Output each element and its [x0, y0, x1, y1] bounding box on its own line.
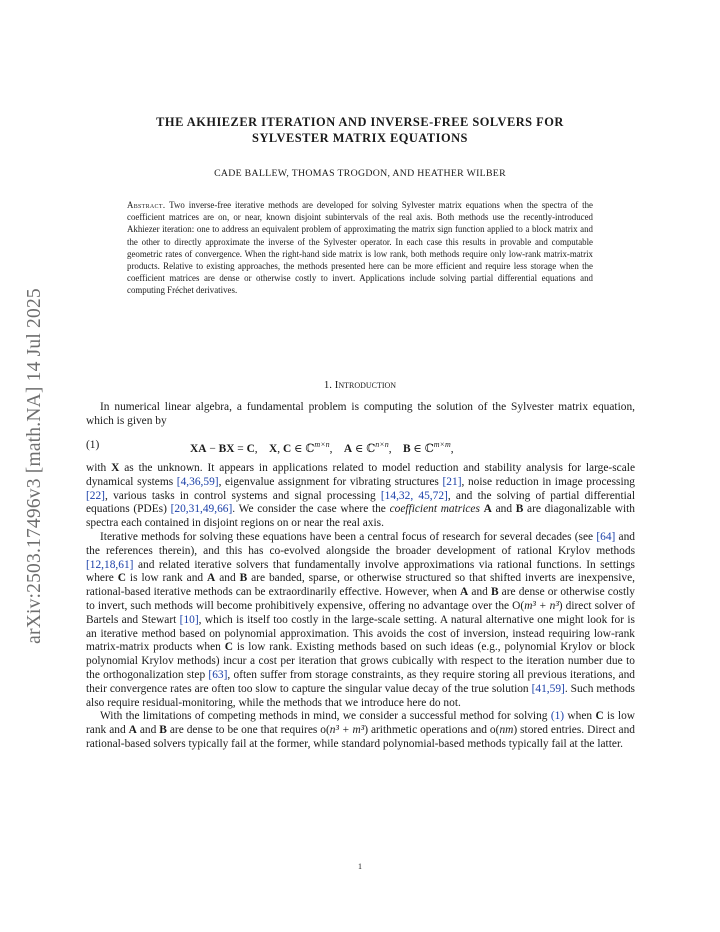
citation-link[interactable]: [21]: [442, 475, 462, 488]
paper-title: [100, 114, 620, 146]
page-number: 1: [358, 862, 362, 871]
title-line-1: THE AKHIEZER ITERATION AND INVERSE-FREE SOLVERS FOR: [156, 115, 564, 129]
intro-paragraph-1: In numerical linear algebra, a fundamental problem is computing the solution of the Sylvester matrix equation, which is given by: [86, 401, 635, 427]
arxiv-identifier-stamp: arXiv:2503.17496v3 [math.NA] 14 Jul 2025: [24, 288, 45, 644]
abstract-label: Abstract.: [127, 200, 166, 210]
equation-number: (1): [86, 439, 100, 451]
section-title: Introduction: [334, 379, 397, 391]
citation-link[interactable]: [22]: [86, 489, 105, 502]
title-line-2: SYLVESTER MATRIX EQUATIONS: [252, 131, 468, 145]
citation-link[interactable]: [14,32, 45,72]: [380, 489, 448, 502]
citation-link[interactable]: [12,18,61]: [86, 558, 134, 571]
equation-reference-link[interactable]: (1): [550, 710, 565, 723]
citation-link[interactable]: [41,59]: [531, 682, 565, 695]
abstract-text: Two inverse-free iterative methods are developed for solving Sylvester matrix equations when the spectra of the coefficient matrices are on, or near, known disjoint subintervals of the real axis. Both methods use the recently-introduced Akhiezer iteration: one to address an equivalent problem of approximating the matrix sign function applied to a block matrix and the other to directly approximate the inverse of the Sylvester operator. In each case this results in provable and computable geometric rates of convergence. When the right-hand side matrix is low rank, both methods require only low-rank matrix-matrix products. Relative to existing approaches, the methods presented here can be more efficient and require less storage when the coefficient matrices are dense or otherwise costly to invert. Applications include solving partial differential equations and computing Fréchet derivatives.: [127, 200, 593, 296]
intro-paragraph-2: Iterative methods for solving these equations have been a central focus of research for several decades (see [64] and the references therein), and this has co-evolved alongside the broader development of rational Krylov methods [12,18,61] and related iterative solvers that fundamentally involve approximations via rational functions. In settings where C is low rank and A and B are banded, sparse, or otherwise structured so that shifted inverts are inexpensive, rational-based iterative methods can be extraordinarily effective. However, when A and B are dense or otherwise costly to invert, such methods will become prohibitively expensive, offering no advantage over the O(m³ + n³) direct solver of Bartels and Stewart [10], which is itself too costly in the large-scale setting. A natural alternative one might look for is an iterative method based on polynomial approximation. This avoids the cost of inversion, instead requiring low-rank matrix-matrix products when C is low rank. Existing methods based on such ideas (e.g., polynomial Krylov or block polynomial Krylov methods) incur a cost per iteration that grows cubically with respect to the iteration number due to the orthogonalization step [63], often suffer from storage constraints, as they require storing all previous iterations, and their convergence rates are often too slow to capture the singular value decay of the true solution [41,59]. Such methods also require residual-monitoring, while the methods that we introduce here do not.: [86, 530, 636, 709]
equation-body: XA − BX = C, X, C ∈ ℂ$^{m\times n}$, A ∈ ℂ$^{n\times n}$, B ∈ ℂ$^{m\times m}$,: [190, 440, 454, 455]
citation-link[interactable]: [64]: [596, 530, 616, 543]
citation-link[interactable]: [63]: [208, 668, 228, 681]
intro-paragraph-1-continued: with X as the unknown. It appears in applications related to model reduction and stability analysis for large-scale dynamical systems [4,36,59], eigenvalue assignment for vibrating structures [21], noise reduction in image processing [22], various tasks in control systems and signal processing [14,32, 45,72], and the solving of partial differential equations (PDEs) [20,31,49,66]. We consider the case where the coefficient matrices A and B are diagonalizable with spectra each contained in disjoint regions on or near the real axis. Iterative methods for solving these equations have been a central focus of research for several decades (see [64] and the references therein), and this has co-evolved alongside the broader development of rational Krylov methods [12,18,61] and related iterative solvers that fundamentally involve approximations via rational functions. In settings where C is low rank and A and B are banded, sparse, or otherwise structured so that shifted inverts are inexpensive, rational-based iterative methods can be extraordinarily effective. However, when A and B are dense or otherwise costly to invert, such methods will become prohibitively expensive, offering no advantage over the O(m³ + n³) direct solver of Bartels and Stewart [10], which is itself too costly in the large-scale setting. A natural alternative one might look for is an iterative method based on polynomial approximation. This avoids the cost of inversion, instead requiring low-rank matrix-matrix products when C is low rank. Existing methods based on such ideas (e.g., polynomial Krylov or block polynomial Krylov methods) incur a cost per iteration that grows cubically with respect to the iteration number due to the orthogonalization step [63], often suffer from storage constraints, as they require storing all previous iterations, and their convergence rates are often too slow to capture the singular value decay of the true solution [41,59]. Such methods also require residual-monitoring, while the methods that we introduce here do not. With the limitations of competing methods in mind, we consider a successful method for solving (1) when C is low rank and A and B are dense to be one that requires o(n³ + m³) arithmetic operations and o(nm) stored entries. Direct and rational-based solvers typically fail at the former, while standard polynomial-based methods typically fail at the latter.: [86, 462, 636, 750]
abstract: [127, 199, 593, 297]
citation-link[interactable]: [10]: [179, 613, 199, 626]
intro-paragraph-3: With the limitations of competing methods in mind, we consider a successful method for solving (1) when C is low rank and A and B are dense to be one that requires o(n³ + m³) arithmetic operations and o(nm) stored entries. Direct and rational-based solvers typically fail at the former, while standard polynomial-based methods typically fail at the latter.: [86, 710, 635, 750]
author-list: CADE BALLEW, THOMAS TROGDON, AND HEATHER WILBER: [214, 168, 506, 179]
citation-link[interactable]: [4,36,59]: [176, 475, 219, 488]
section-number: 1.: [323, 379, 333, 391]
citation-link[interactable]: [20,31,49,66]: [170, 503, 233, 516]
section-heading-introduction: [100, 379, 620, 391]
